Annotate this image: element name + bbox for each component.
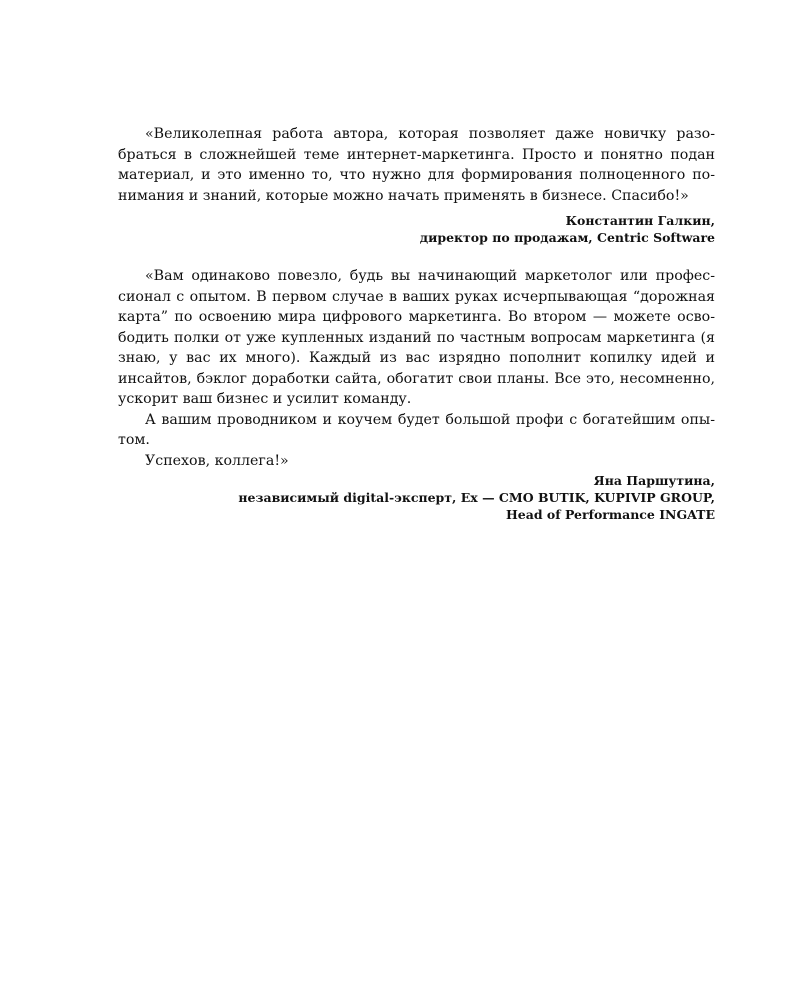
testimonial-1-author-name: Константин Галкин, (565, 213, 715, 228)
testimonial-2-signature (115, 472, 715, 523)
testimonial-2-author-title-line-1: независимый digital-эксперт, Ex — CMO BUTIK, KUPIVIP GROUP, (238, 490, 715, 505)
testimonial-2-author-name: Яна Паршутина, (593, 473, 715, 488)
testimonial-1-signature (215, 212, 715, 246)
testimonial-2-author-title-line-2: Head of Performance INGATE (505, 507, 715, 522)
testimonial-2-paragraph-2: А вашим проводником и коучем будет большой профи с богатейшим опытом. (118, 411, 715, 448)
testimonial-1-quote: «Великолепная работа автора, которая позволяет даже новичку разобраться в сложнейшей теме интернет-маркетинга. Просто и понятно подан материал, и это именно то, что нужно для формирования полноценного понимания и знаний, которые можно начать применять в бизнесе. Спасибо!» (118, 126, 715, 204)
testimonial-1 (118, 124, 715, 206)
testimonial-2-paragraph-3: Успехов, коллега!» (145, 452, 289, 469)
testimonial-2-paragraph-1: «Вам одинаково повезло, будь вы начинающий маркетолог или профессионал с опытом. В первом случае в ваших руках исчерпывающая “дорожная карта” по освоению мира цифрового маркетинга. Во втором — можете освободить полки от уже купленных изданий по частным вопросам маркетинга (я знаю, у вас их много). Каждый из вас изрядно пополнит копилку идей и инсайтов, бэклог доработки сайта, обогатит свои планы. Все это, несомненно, ускорит ваш бизнес и усилит команду. (118, 268, 715, 407)
testimonial-2 (118, 266, 715, 471)
testimonial-1-author-title: директор по продажам, Centric Software (419, 230, 715, 245)
